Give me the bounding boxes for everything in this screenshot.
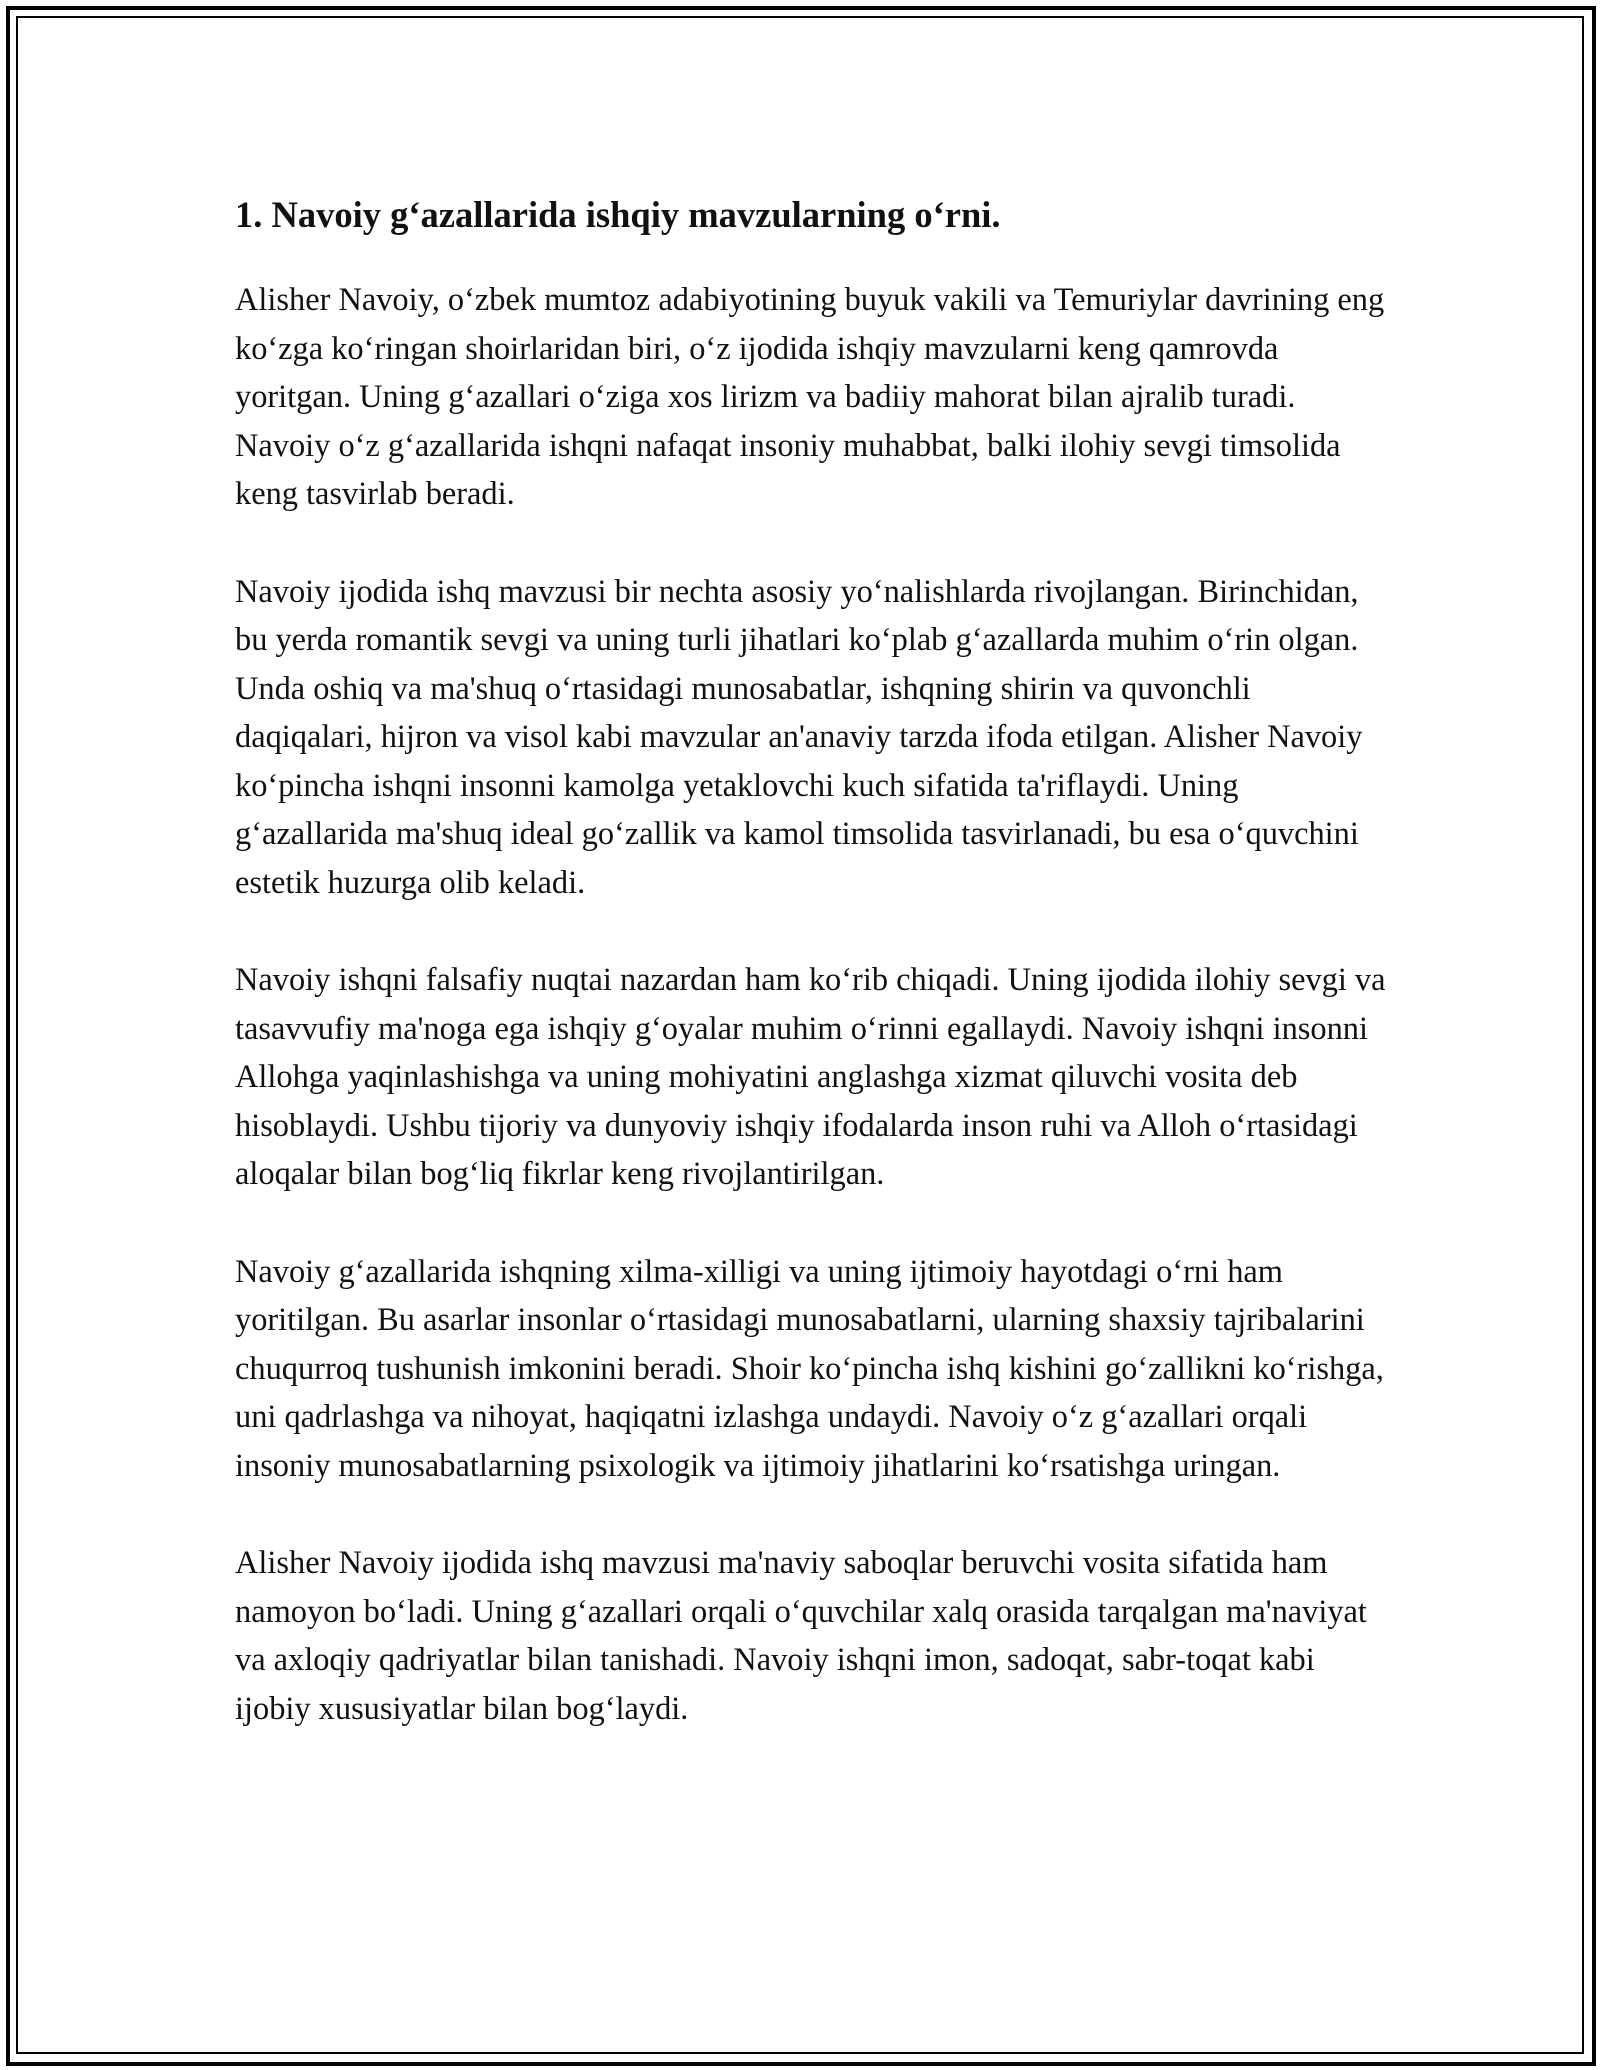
paragraph-4: Navoiy g‘azallarida ishqning xilma-xilligi va uning ijtimoiy hayotdagi o‘rni ham yoritilgan. Bu asarlar insonlar o‘rtasidagi munosabatlarni, ularning shaxsiy tajribalarini chuqurroq tushunish imkonini beradi. Shoir ko‘pincha ishq kishini go‘zallikni ko‘rishga, uni qadrlashga va nihoyat, haqiqatni izlashga undaydi. Navoiy o‘z g‘azallari orqali insoniy munosabatlarning psixologik va ijtimoiy jihatlarini ko‘rsatishga uringan. — [235, 1253, 1384, 1484]
paragraph-1: Alisher Navoiy, o‘zbek mumtoz adabiyotining buyuk vakili va Temuriylar davrining eng ko‘zga ko‘ringan shoirlaridan biri, o‘z ijodida ishqiy mavzularni keng qamrovda yoritgan. Uning g‘azallari o‘ziga xos lirizm va badiiy mahorat bilan ajralib turadi. Navoiy o‘z g‘azallarida ishqni nafaqat insoniy muhabbat, balki ilohiy sevgi timsolida keng tasvirlab beradi. — [235, 282, 1385, 512]
section-heading: 1. Navoiy g‘azallarida ishqiy mavzularning o‘rni. — [235, 194, 1001, 235]
document-body — [235, 185, 1395, 1782]
paragraph-5: Alisher Navoiy ijodida ishq mavzusi ma'naviy saboqlar beruvchi vosita sifatida ham namoyon bo‘ladi. Uning g‘azallari orqali o‘quvchilar xalq orasida tarqalgan ma'naviyat va axloqiy qadriyatlar bilan tanishadi. Navoiy ishqni imon, sadoqat, sabr-toqat kabi ijobiy xususiyatlar bilan bog‘laydi. — [235, 1545, 1367, 1727]
paragraph-3: Navoiy ishqni falsafiy nuqtai nazardan ham ko‘rib chiqadi. Uning ijodida ilohiy sevgi va tasavvufiy ma'noga ega ishqiy g‘oyalar muhim o‘rinni egallaydi. Navoiy ishqni insonni Allohga yaqinlashishga va uning mohiyatini anglashga xizmat qiluvchi vosita deb hisoblaydi. Ushbu tijoriy va dunyoviy ishqiy ifodalarda inson ruhi va Alloh o‘rtasidagi aloqalar bilan bog‘liq fikrlar keng rivojlantirilgan. — [235, 962, 1386, 1192]
paragraph-2: Navoiy ijodida ishq mavzusi bir nechta asosiy yo‘nalishlarda rivojlangan. Birinchidan, bu yerda romantik sevgi va uning turli jihatlari ko‘plab g‘azallarda muhim o‘rin olgan. Unda oshiq va ma'shuq o‘rtasidagi munosabatlar, ishqning shirin va quvonchli daqiqalari, hijron va visol kabi mavzular an'anaviy tarzda ifoda etilgan. Alisher Navoiy ko‘pincha ishqni insonni kamolga yetaklovchi kuch sifatida ta'riflaydi. Uning g‘azallarida ma'shuq ideal go‘zallik va kamol timsolida tasvirlanadi, bu esa o‘quvchini estetik huzurga olib keladi. — [235, 573, 1363, 901]
